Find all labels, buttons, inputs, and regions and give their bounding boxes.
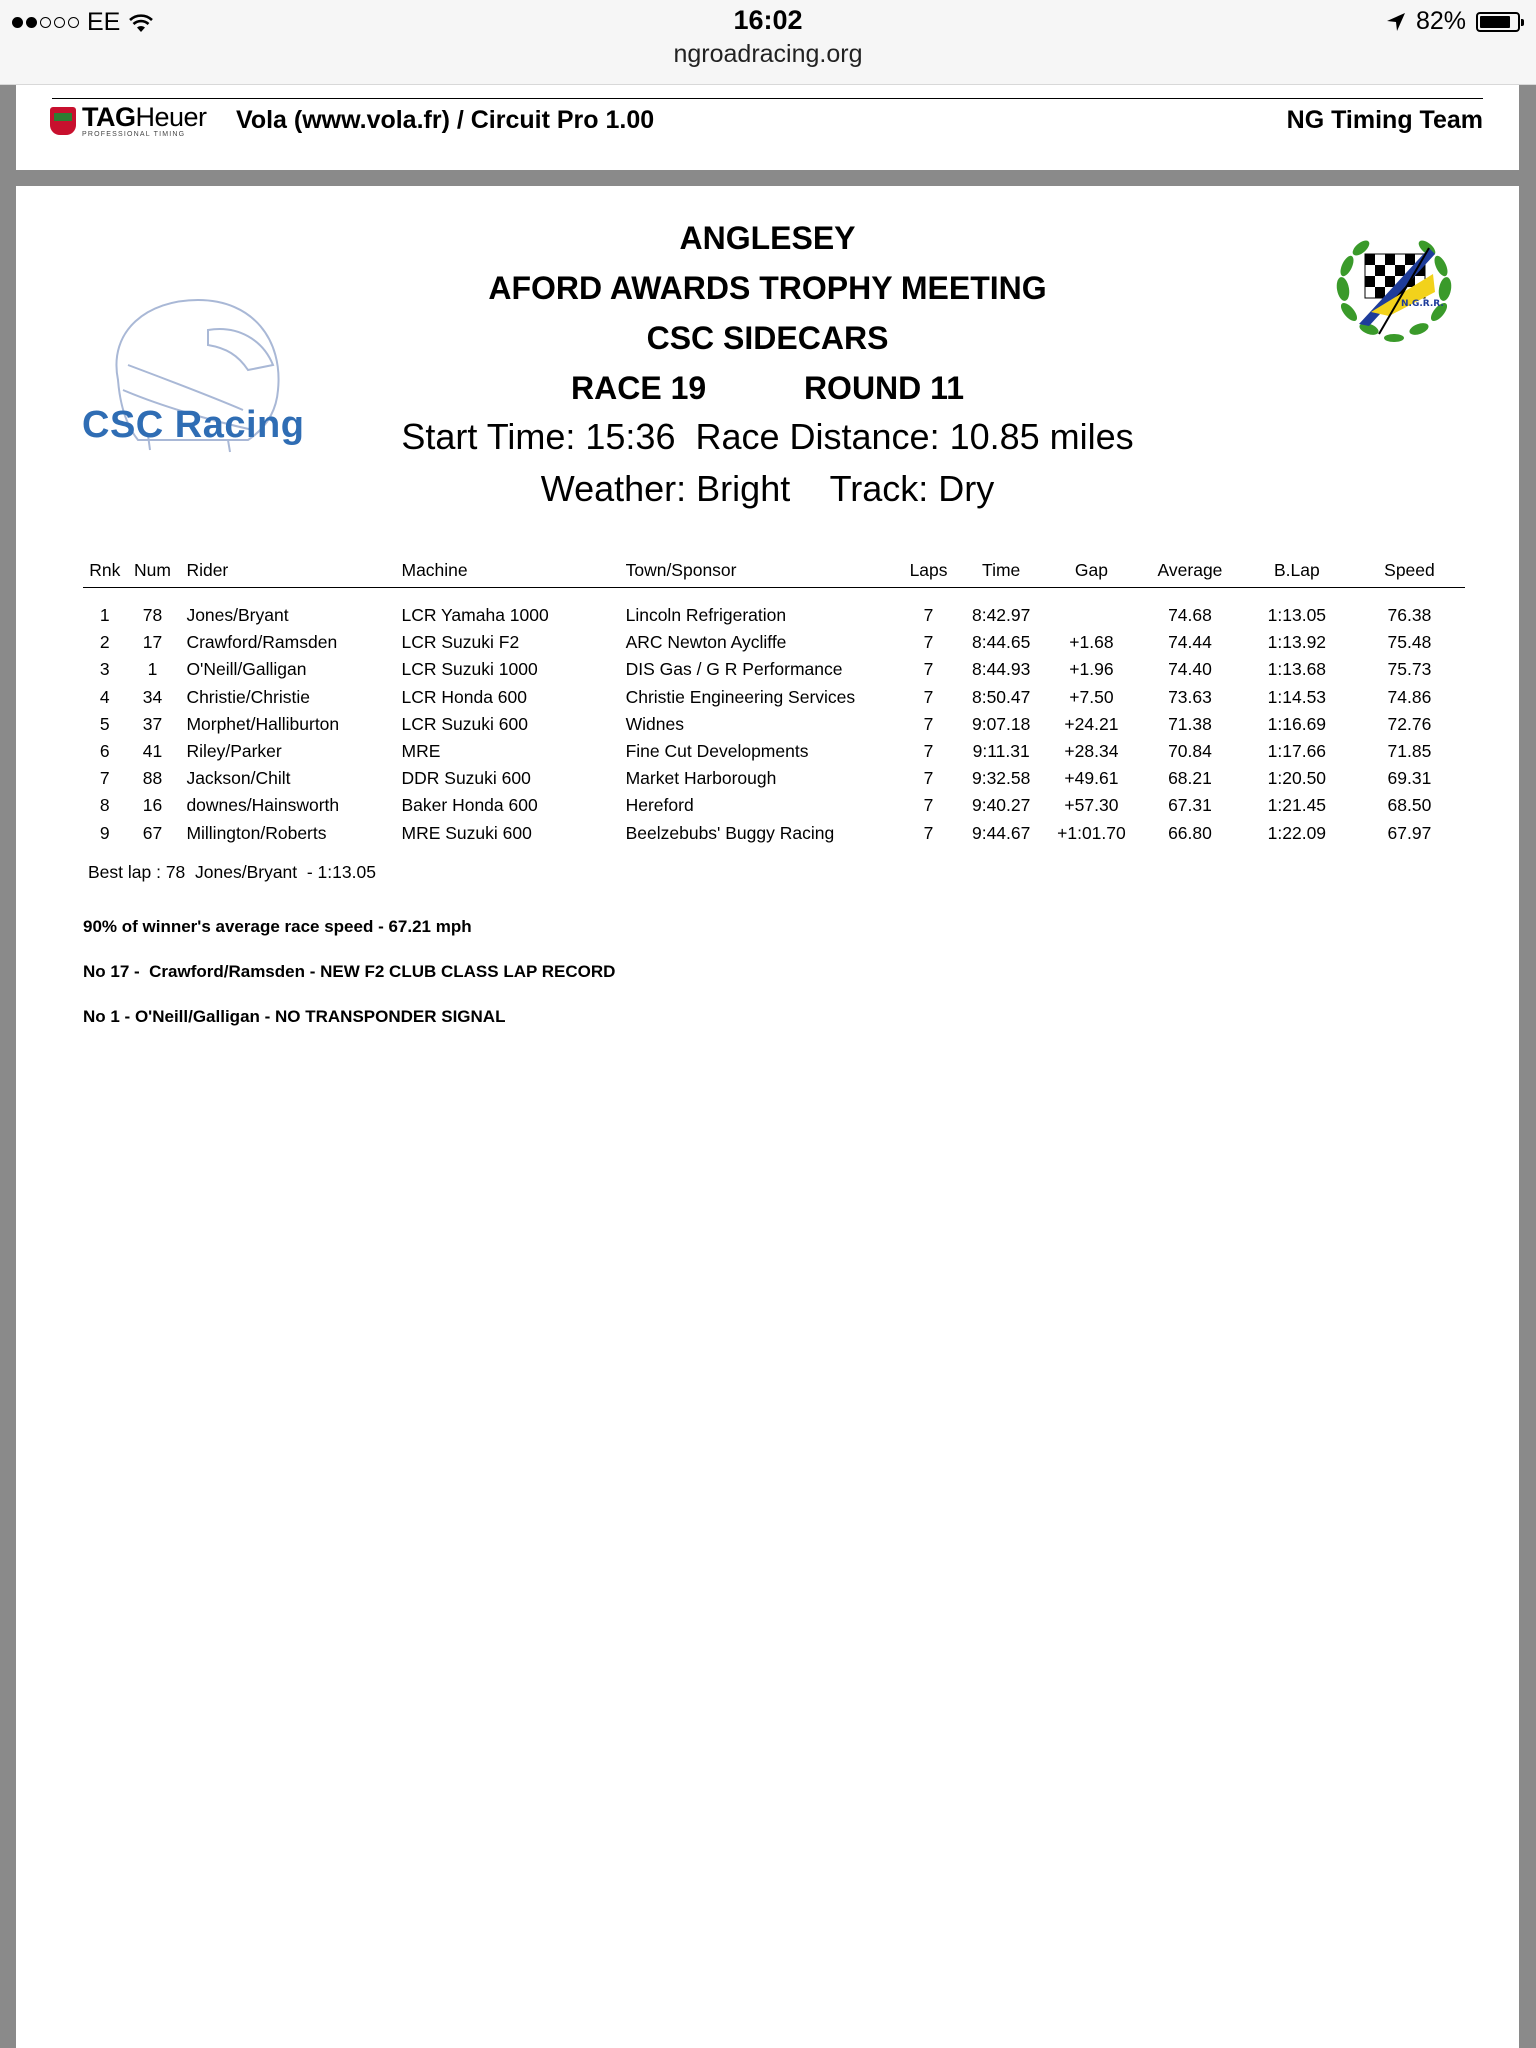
cell-time: 8:44.65	[971, 632, 1031, 653]
cell-sponsor: Christie Engineering Services	[625, 686, 856, 707]
cell-gap: +57.30	[1064, 795, 1119, 816]
col-average: Average	[1140, 560, 1240, 588]
cell-speed: 75.48	[1387, 632, 1432, 653]
cell-speed: 75.73	[1387, 659, 1432, 680]
cell-sponsor: ARC Newton Aycliffe	[625, 632, 787, 653]
cell-number: 88	[142, 768, 163, 789]
race-venue: ANGLESEY	[679, 220, 856, 256]
cell-gap: +1.68	[1069, 632, 1114, 653]
cell-rider: Jones/Bryant	[186, 605, 289, 626]
col-gap: Gap	[1043, 560, 1141, 588]
cell-machine: MRE Suzuki 600	[401, 822, 532, 843]
cell-gap: +1:01.70	[1057, 822, 1126, 843]
cell-laps: 7	[923, 795, 934, 816]
cell-gap: +7.50	[1069, 686, 1114, 707]
cell-number: 67	[142, 822, 163, 843]
cell-machine: DDR Suzuki 600	[401, 768, 531, 789]
tag-brand-bold: TAG	[82, 102, 136, 132]
cell-machine: Baker Honda 600	[401, 795, 538, 816]
cell-rider: Morphet/Halliburton	[186, 713, 340, 734]
cell-best-lap: 1:16.69	[1267, 713, 1327, 734]
cell-speed: 74.86	[1387, 686, 1432, 707]
cell-gap: +28.34	[1064, 741, 1119, 762]
cell-laps: 7	[923, 713, 934, 734]
timing-software: Vola (www.vola.fr) / Circuit Pro 1.00	[236, 106, 655, 134]
cell-best-lap: 1:14.53	[1267, 686, 1327, 707]
table-row	[83, 684, 1465, 711]
cell-rank: 9	[99, 822, 110, 843]
cell-speed: 68.50	[1387, 795, 1432, 816]
cell-time: 8:50.47	[971, 686, 1031, 707]
cell-sponsor: Lincoln Refrigeration	[625, 605, 787, 626]
cell-best-lap: 1:13.92	[1267, 632, 1327, 653]
cell-laps: 7	[923, 659, 934, 680]
battery-level-fill	[1480, 16, 1510, 28]
cell-sponsor: Beelzebubs' Buggy Racing	[625, 822, 835, 843]
col-laps: Laps	[897, 560, 959, 588]
cell-rider: downes/Hainsworth	[186, 795, 340, 816]
note-lap-record: No 17 - Crawford/Ramsden - NEW F2 CLUB CLASS LAP RECORD	[83, 962, 616, 981]
results-page	[16, 186, 1519, 2048]
cell-rider: Christie/Christie	[186, 686, 310, 707]
table-row	[83, 792, 1465, 819]
cell-rank: 5	[99, 713, 110, 734]
cell-laps: 7	[923, 822, 934, 843]
meeting-name: AFORD AWARDS TROPHY MEETING	[488, 270, 1047, 306]
cell-best-lap: 1:20.50	[1267, 768, 1327, 789]
cell-average: 66.80	[1168, 822, 1212, 843]
table-row	[83, 656, 1465, 683]
cell-speed: 72.76	[1387, 713, 1432, 734]
cell-average: 70.84	[1168, 741, 1212, 762]
cell-machine: LCR Honda 600	[401, 686, 527, 707]
cell-rider: Crawford/Ramsden	[186, 632, 338, 653]
cell-best-lap: 1:13.05	[1267, 605, 1327, 626]
cell-rank: 2	[99, 632, 110, 653]
cell-time: 8:44.93	[971, 659, 1031, 680]
ngrr-logo-text: N.G.R.R.	[1401, 299, 1444, 309]
header-rule	[52, 98, 1483, 99]
table-row	[83, 629, 1465, 656]
cell-sponsor: Market Harborough	[625, 768, 777, 789]
cell-gap: +49.61	[1064, 768, 1119, 789]
cell-rank: 4	[99, 686, 110, 707]
tag-subtitle: PROFESSIONAL TIMING	[82, 131, 186, 138]
cell-sponsor: DIS Gas / G R Performance	[625, 659, 843, 680]
col-num: Num	[127, 560, 179, 588]
cell-number: 37	[142, 713, 163, 734]
start-time-distance: Start Time: 15:36 Race Distance: 10.85 miles	[401, 416, 1134, 457]
cell-speed: 76.38	[1387, 605, 1432, 626]
address-bar-url[interactable]: ngroadracing.org	[673, 40, 863, 68]
weather-track: Weather: Bright Track: Dry	[540, 468, 995, 509]
cell-average: 73.63	[1168, 686, 1212, 707]
cell-machine: MRE	[401, 741, 441, 762]
cell-machine: LCR Suzuki 1000	[401, 659, 538, 680]
cell-time: 9:11.31	[972, 741, 1030, 762]
table-row	[83, 820, 1465, 847]
table-row	[83, 602, 1465, 629]
cell-average: 68.21	[1168, 768, 1212, 789]
cell-time: 9:44.67	[971, 822, 1031, 843]
col-time: Time	[960, 560, 1043, 588]
table-header-row	[83, 560, 1465, 588]
cell-number: 34	[142, 686, 163, 707]
table-row	[83, 765, 1465, 792]
status-bar	[0, 0, 1536, 85]
table-row	[83, 711, 1465, 738]
cell-time: 9:32.58	[971, 768, 1031, 789]
cell-rider: Riley/Parker	[186, 741, 282, 762]
cell-speed: 67.97	[1387, 822, 1432, 843]
cell-time: 9:40.27	[971, 795, 1031, 816]
cell-sponsor: Fine Cut Developments	[625, 741, 809, 762]
cell-sponsor: Widnes	[625, 713, 684, 734]
battery-area	[1386, 7, 1520, 36]
battery-icon	[1476, 12, 1520, 32]
cell-number: 78	[142, 605, 163, 626]
timing-team: NG Timing Team	[1286, 106, 1483, 134]
cell-laps: 7	[923, 632, 934, 653]
cell-number: 17	[142, 632, 163, 653]
cell-gap: +1.96	[1069, 659, 1114, 680]
cell-machine: LCR Suzuki 600	[401, 713, 528, 734]
cell-average: 74.40	[1168, 659, 1212, 680]
race-number: RACE 19	[571, 370, 707, 406]
cell-gap: +24.21	[1064, 713, 1119, 734]
table-row	[83, 738, 1465, 765]
cell-number: 41	[142, 741, 163, 762]
cell-sponsor: Hereford	[625, 795, 694, 816]
cell-laps: 7	[923, 605, 934, 626]
best-lap: Best lap : 78 Jones/Bryant - 1:13.05	[88, 862, 376, 882]
tag-heuer-shield-icon	[50, 107, 76, 135]
cell-average: 74.68	[1168, 605, 1212, 626]
csc-racing-logo-text: CSC Racing	[82, 404, 305, 446]
cell-rider: Millington/Roberts	[186, 822, 327, 843]
cell-laps: 7	[923, 686, 934, 707]
location-arrow-icon	[1386, 12, 1406, 32]
cell-time: 9:07.18	[971, 713, 1031, 734]
cell-best-lap: 1:13.68	[1267, 659, 1327, 680]
col-rnk: Rnk	[83, 560, 127, 588]
cell-number: 1	[147, 659, 158, 680]
cell-rider: Jackson/Chilt	[186, 768, 291, 789]
cell-speed: 69.31	[1387, 768, 1432, 789]
cell-best-lap: 1:17.66	[1267, 741, 1327, 762]
battery-percent: 82%	[1415, 7, 1466, 35]
cell-speed: 71.85	[1387, 741, 1432, 762]
cell-best-lap: 1:22.09	[1267, 822, 1327, 843]
cell-rank: 1	[99, 605, 110, 626]
cell-rank: 6	[99, 741, 110, 762]
tag-heuer-logo	[50, 104, 207, 138]
cell-average: 71.38	[1168, 713, 1212, 734]
tag-brand-rest: Heuer	[135, 102, 207, 132]
cell-time: 8:42.97	[971, 605, 1031, 626]
clock: 16:02	[733, 5, 803, 35]
col-machine: Machine	[402, 560, 626, 588]
cell-laps: 7	[923, 741, 934, 762]
cell-number: 16	[142, 795, 163, 816]
results-table	[83, 560, 1465, 847]
cell-machine: LCR Suzuki F2	[401, 632, 520, 653]
note-speed-threshold: 90% of winner's average race speed - 67.21 mph	[83, 917, 472, 936]
cell-rank: 7	[99, 768, 110, 789]
col-speed: Speed	[1354, 560, 1465, 588]
cell-rank: 3	[99, 659, 110, 680]
col-rider: Rider	[178, 560, 401, 588]
col-sponsor: Town/Sponsor	[626, 560, 898, 588]
race-class: CSC SIDECARS	[646, 320, 889, 356]
cell-gap	[1043, 602, 1141, 629]
cell-average: 74.44	[1168, 632, 1212, 653]
race-round: ROUND 11	[803, 370, 964, 406]
note-transponder: No 1 - O'Neill/Galligan - NO TRANSPONDER SIGNAL	[83, 1007, 506, 1026]
carrier-name: EE	[87, 8, 121, 36]
cell-rank: 8	[99, 795, 110, 816]
cell-rider: O'Neill/Galligan	[186, 659, 307, 680]
cell-best-lap: 1:21.45	[1267, 795, 1327, 816]
col-blap: B.Lap	[1240, 560, 1354, 588]
cell-average: 67.31	[1168, 795, 1212, 816]
race-round-line	[16, 370, 1519, 407]
cell-machine: LCR Yamaha 1000	[401, 605, 549, 626]
cell-laps: 7	[923, 768, 934, 789]
